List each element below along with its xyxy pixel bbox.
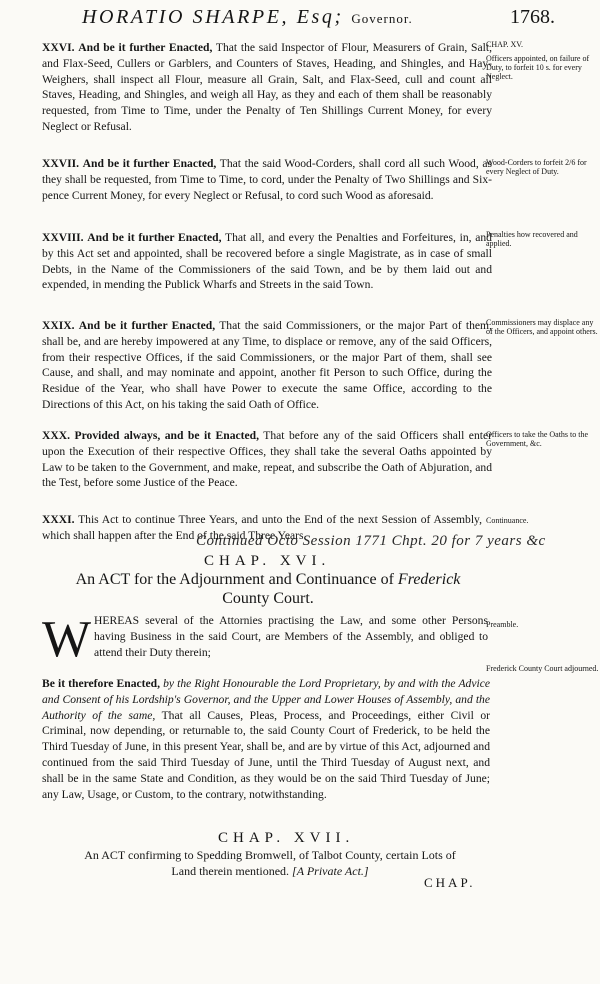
enacting-clause: And be it further Enacted, bbox=[78, 41, 213, 54]
margin-preamble: Preamble. bbox=[486, 620, 519, 629]
governor-label: Governor. bbox=[351, 11, 413, 26]
section-xxx bbox=[42, 428, 492, 491]
margin-note: Wood-Corders to forfeit 2/6 for every Neglect of Duty. bbox=[486, 158, 587, 176]
section-number: XXXI. bbox=[42, 513, 75, 526]
private-act-label: [A Private Act.] bbox=[292, 864, 369, 878]
margin-note: Continuance. bbox=[486, 516, 529, 525]
section-xxvii bbox=[42, 156, 492, 203]
margin-note: Officers to take the Oaths to the Government, &c. bbox=[486, 430, 589, 448]
act-title-xvi: An ACT for the Adjournment and Continuance of Frederick County Court. bbox=[75, 571, 461, 607]
section-text: That the said Commissioners, or the major Part of them, shall be, and are hereby impowered at any Time, to displace or remove, any of the said Officers, from their respective Offices, if the said Commissioners, or the major Part of them, shall see Cause, and shall, and may nominate and appoint, another fit Person to such Office, during the Residue of the Year, who shall have Power to execute the same Office, according to the Directions of this Act, on his taking the said Oath of Office. bbox=[42, 319, 492, 411]
section-text: That before any of the said Officers shall enter upon the Execution of their respective Offices, they shall take the several Oaths appointed by Law to be taken to the Government, and make, repeat, and subscribe the Oath of Abjuration, and the Test, before some Justice of the Peace. bbox=[42, 429, 492, 490]
section-number: XXIX. bbox=[42, 319, 75, 332]
preamble-text: HEREAS several of the Attornies practising the Law, and some other Persons having Business in the said Court, are Members of the Assembly, and obliged to attend their Duty therein; bbox=[94, 614, 488, 659]
section-text: That all, and every the Penalties and Forfeitures, in, and by this Act set and appointed, shall be recovered before a single Magistrate, as in case of small Debts, in the Name of the Commissioners of the said Town, and be by them laid out and expended, in mending the Publick Wharfs and Streets in the said Town. bbox=[42, 231, 492, 292]
section-number: XXVI. bbox=[42, 41, 75, 54]
chapter-heading-xvi: CHAP. XVI. bbox=[204, 553, 331, 569]
margin-note: Penalties how recovered and applied. bbox=[486, 230, 578, 248]
enacting-paragraph-xvi bbox=[42, 676, 490, 802]
margin-note: Officers appointed, on failure of Duty, to forfeit 10 s. for every Neglect. bbox=[486, 54, 590, 81]
act-title-xvii: An ACT confirming to Spedding Bromwell, of Talbot County, certain Lots of Land therein mentioned. [A Private Act.] bbox=[84, 848, 456, 878]
section-xxvi bbox=[42, 40, 492, 135]
section-text: That the said Inspector of Flour, Measurers of Grain, Salt, and Flax-Seed, Cullers or Garblers, and Counters of Staves, Heading, and Shingles, and Hay-Weighers, shall inspect all Flour, measure all Grain, Salt, and Flax-Seed, cull and count all Staves, Heading, and Shingles, and weigh all Hay, as they and each of them shall be reasonably requested, from Time to Time, under the Penalty of Ten Shillings Current Money, for every Neglect or Refusal. bbox=[42, 41, 492, 133]
act-title-county: Frederick bbox=[397, 571, 461, 588]
enacting-authority: by the Right Honourable the Lord Proprietary, by and with the Advice and Consent of his Lordship's Governor, and the Upper and Lower Houses of Assembly, and the Authority of the same, bbox=[42, 677, 490, 722]
section-text: This Act to continue Three Years, and unto the End of the next Session of Assembly, which shall happen after the End of the said Three Years. bbox=[42, 513, 482, 542]
enacting-clause: And be it further Enacted, bbox=[78, 319, 216, 332]
section-text: That all Causes, Pleas, Process, and Proceedings, either Civil or Criminal, now depending, or returnable to, the said County Court of Frederick, to be held the Third Tuesday of June, in this present Year, shall be, and are by virtue of this Act, adjourned and continued from the said Third Tuesday of June, until the Third Tuesday of August next, and shall be in the same State and Condition, as they would be on the said Third Tuesday of June; any Law, Usage, or Custom, to the contrary, notwithstanding. bbox=[42, 708, 490, 801]
page-year: 1768. bbox=[510, 6, 555, 28]
section-number: XXX. bbox=[42, 429, 71, 442]
drop-cap: W bbox=[42, 611, 92, 668]
enacting-clause: Provided always, and be it Enacted, bbox=[74, 429, 259, 442]
chapter-heading-xvii: CHAP. XVII. bbox=[218, 830, 355, 846]
enacting-clause: And be it further Enacted, bbox=[87, 231, 222, 244]
margin-note: Frederick County Court adjourned. bbox=[486, 664, 599, 673]
running-header bbox=[0, 4, 600, 32]
section-text: That the said Wood-Corders, shall cord all such Wood, as they shall be requested, from Time to Time, to cord, under the Penalty of Two Shillings and Six-pence Current Money, for every Neglect or Refusal, to cord such Wood as aforesaid. bbox=[42, 157, 492, 202]
section-xxviii bbox=[42, 230, 492, 293]
handwritten-annotation: Continued Octo Session 1771 Chpt. 20 for 7 years &c bbox=[196, 533, 546, 549]
catchword: CHAP. bbox=[424, 875, 476, 890]
enacting-clause: Be it therefore Enacted, bbox=[42, 677, 160, 690]
margin-note: Commissioners may displace any of the Officers, and appoint others. bbox=[486, 318, 598, 336]
section-number: XXVII. bbox=[42, 157, 80, 170]
margin-chap-xv: CHAP. XV. bbox=[486, 40, 523, 49]
running-title: HORATIO SHARPE, Esq; Governor. bbox=[82, 6, 413, 28]
enacting-clause: And be it further Enacted, bbox=[82, 157, 217, 170]
section-xxix bbox=[42, 318, 492, 413]
section-number: XXVIII. bbox=[42, 231, 84, 244]
